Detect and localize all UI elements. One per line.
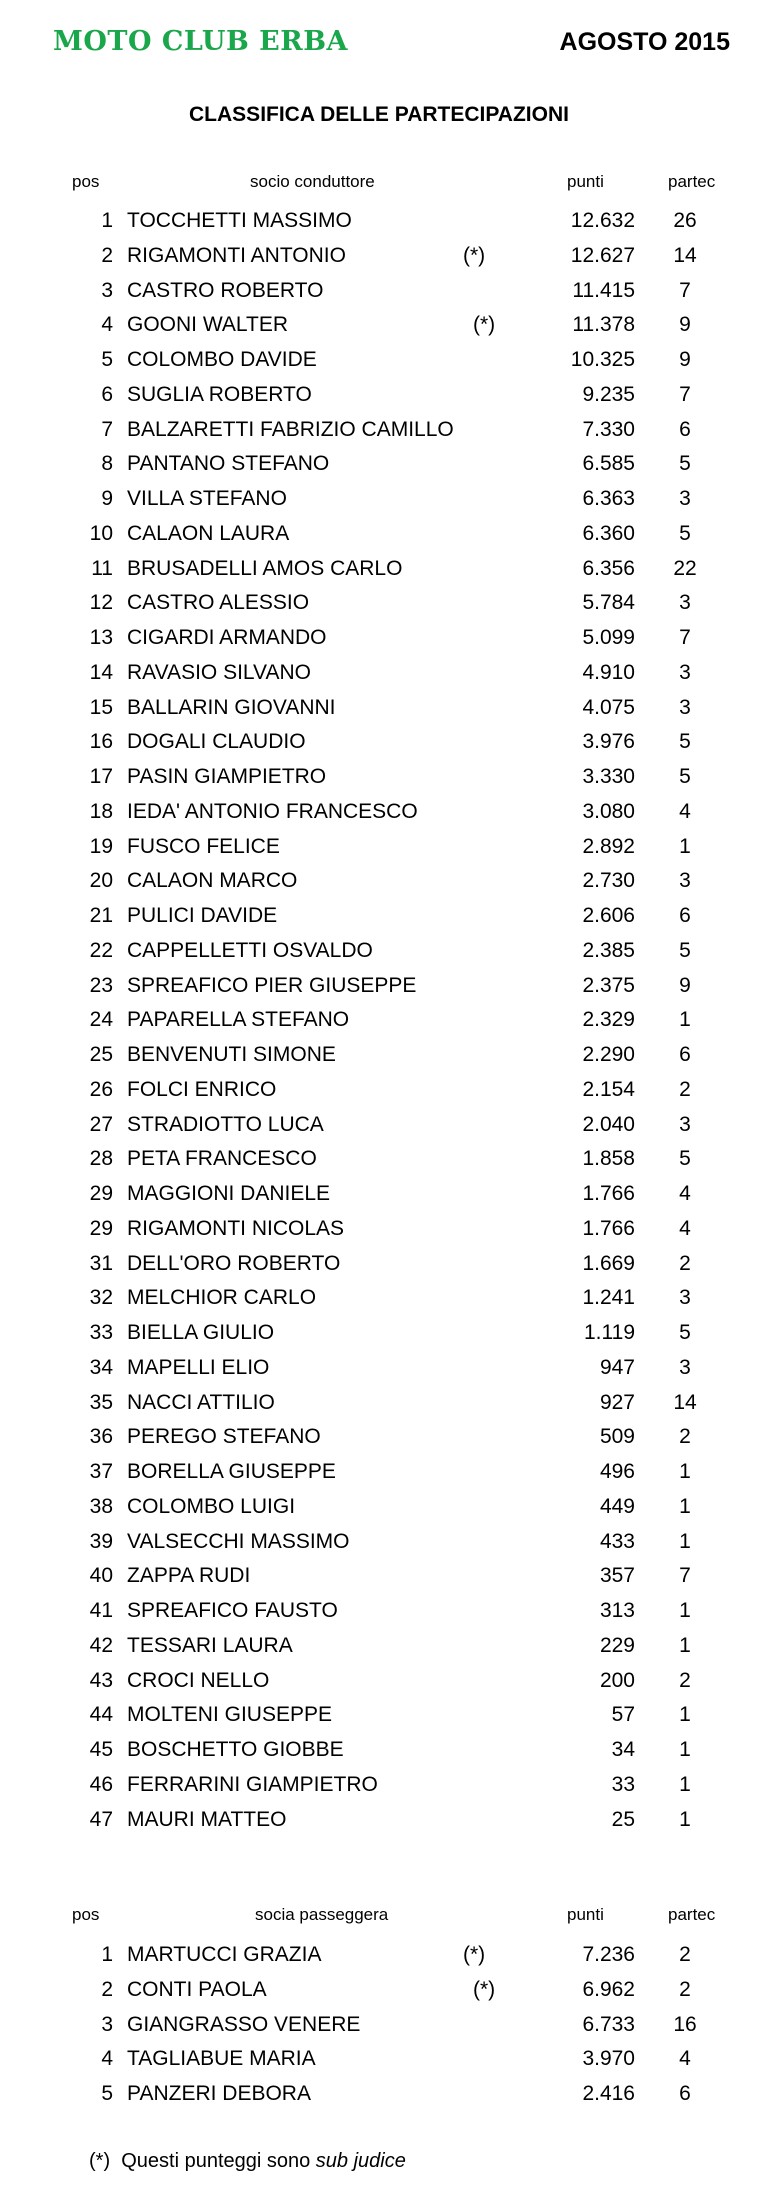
table-row (0, 1490, 758, 1525)
row-pos: 39 (89, 1529, 113, 1553)
row-pos: 32 (89, 1286, 113, 1310)
table-row (0, 1281, 758, 1316)
row-name: MAGGIONI DANIELE (127, 1182, 331, 1205)
row-count: 1 (679, 1703, 691, 1727)
row-name: COLOMBO DAVIDE (127, 348, 317, 371)
table-row (0, 864, 758, 899)
row-pos: 1 (101, 209, 113, 232)
table-row (0, 1629, 758, 1664)
row-count: 1 (679, 834, 691, 858)
row-name: FUSCO FELICE (127, 834, 280, 858)
table-row (0, 1108, 758, 1143)
table-row (0, 1768, 758, 1803)
row-pos: 29 (89, 1216, 113, 1240)
row-points: 4.910 (582, 660, 635, 684)
row-count: 1 (679, 1633, 691, 1657)
row-pos: 27 (89, 1112, 113, 1136)
row-count: 6 (679, 1043, 691, 1066)
table-row (0, 1733, 758, 1768)
row-pos: 41 (89, 1599, 113, 1622)
row-points: 57 (611, 1703, 635, 1727)
page-subtitle: CLASSIFICA DELLE PARTECIPAZIONI (189, 103, 569, 126)
row-points: 2.290 (582, 1043, 635, 1066)
row-name: PULICI DAVIDE (127, 904, 278, 927)
table-row (0, 1073, 758, 1108)
row-pos: 4 (101, 2047, 113, 2071)
row-points: 6.360 (582, 521, 635, 545)
row-points: 12.627 (570, 243, 635, 267)
row-count: 26 (673, 209, 697, 232)
header-title: MOTO CLUB ERBA (53, 26, 348, 57)
row-points: 1.119 (584, 1321, 635, 1344)
table-row (0, 1973, 758, 2008)
row-name: BENVENUTI SIMONE (127, 1043, 336, 1066)
row-pos: 44 (89, 1703, 113, 1727)
passengers-table (0, 1938, 758, 2112)
row-pos: 35 (89, 1390, 113, 1414)
row-points: 2.375 (582, 973, 635, 997)
row-count: 7 (679, 382, 691, 406)
row-points: 12.632 (570, 209, 635, 232)
table-row (0, 1698, 758, 1733)
row-points: 3.080 (582, 799, 635, 823)
row-points: 357 (599, 1564, 635, 1588)
row-name: BRUSADELLI AMOS CARLO (127, 556, 403, 580)
row-name: CASTRO ROBERTO (127, 278, 324, 302)
row-name: BALLARIN GIOVANNI (127, 695, 336, 719)
table-row (0, 760, 758, 795)
row-points: 200 (599, 1668, 635, 1692)
row-name: MELCHIOR CARLO (127, 1286, 317, 1310)
row-pos: 43 (89, 1668, 113, 1692)
row-points: 6.363 (582, 487, 635, 510)
row-points: 2.606 (582, 904, 635, 927)
row-pos: 13 (89, 626, 113, 649)
row-name: BIELLA GIULIO (127, 1321, 275, 1344)
row-pos: 26 (89, 1077, 113, 1101)
table-row (0, 1664, 758, 1699)
row-pos: 17 (89, 765, 113, 788)
row-name: PANTANO STEFANO (127, 452, 330, 476)
row-count: 4 (679, 799, 691, 823)
row-points: 927 (599, 1390, 635, 1414)
row-name: RIGAMONTI ANTONIO (127, 243, 346, 267)
row-count: 9 (679, 973, 691, 997)
row-name: PAPARELLA STEFANO (127, 1008, 350, 1032)
row-count: 7 (679, 626, 691, 649)
row-count: 1 (679, 1494, 691, 1518)
row-count: 2 (679, 1943, 691, 1966)
row-name: DELL'ORO ROBERTO (127, 1251, 341, 1275)
row-points: 10.325 (570, 348, 635, 371)
row-name: GIANGRASSO VENERE (127, 2012, 361, 2036)
drivers-header-count: partec (668, 172, 716, 191)
passengers-header-count: partec (668, 1905, 716, 1924)
row-count: 1 (679, 1738, 691, 1761)
row-note: (*) (473, 313, 496, 337)
row-count: 14 (673, 243, 697, 267)
row-pos: 25 (89, 1043, 113, 1066)
row-count: 9 (679, 313, 691, 337)
row-name: VILLA STEFANO (127, 487, 287, 510)
row-pos: 6 (101, 382, 113, 406)
table-row (0, 2077, 758, 2112)
drivers-header-name: socio conduttore (250, 172, 375, 191)
row-count: 1 (679, 1599, 691, 1622)
row-pos: 15 (89, 695, 113, 719)
table-row (0, 1559, 758, 1594)
row-name: SPREAFICO PIER GIUSEPPE (127, 973, 417, 997)
table-row (0, 1420, 758, 1455)
row-count: 3 (679, 1286, 691, 1310)
table-row (0, 1142, 758, 1177)
row-pos: 3 (101, 278, 113, 302)
table-row (0, 343, 758, 378)
row-points: 313 (599, 1599, 635, 1622)
row-pos: 28 (89, 1147, 113, 1171)
row-name: RIGAMONTI NICOLAS (127, 1216, 345, 1240)
row-pos: 12 (89, 591, 113, 615)
row-points: 2.416 (582, 2082, 635, 2105)
row-points: 1.858 (582, 1147, 635, 1171)
row-name: TAGLIABUE MARIA (127, 2047, 316, 2071)
row-name: CALAON LAURA (127, 521, 290, 545)
row-pos: 46 (89, 1772, 113, 1796)
row-note: (*) (463, 1943, 486, 1966)
row-name: MAURI MATTEO (127, 1807, 287, 1831)
row-name: COLOMBO LUIGI (127, 1494, 296, 1518)
table-row (0, 830, 758, 865)
row-name: CAPPELLETTI OSVALDO (127, 938, 373, 962)
row-name: VALSECCHI MASSIMO (127, 1529, 350, 1553)
table-row (0, 1525, 758, 1560)
table-row (0, 1803, 758, 1838)
row-count: 5 (679, 938, 691, 962)
row-pos: 36 (89, 1425, 113, 1449)
row-pos: 14 (89, 660, 113, 684)
row-count: 6 (679, 417, 691, 441)
row-count: 3 (679, 869, 691, 893)
row-points: 2.730 (582, 869, 635, 893)
row-pos: 23 (89, 973, 113, 997)
table-row (0, 1455, 758, 1490)
row-name: STRADIOTTO LUCA (127, 1112, 324, 1136)
row-name: TESSARI LAURA (127, 1633, 293, 1657)
row-count: 4 (679, 1216, 691, 1240)
row-points: 3.976 (582, 730, 635, 754)
passengers-header-points: punti (567, 1905, 604, 1924)
row-count: 5 (679, 1147, 691, 1171)
row-count: 2 (679, 1668, 691, 1692)
table-row (0, 795, 758, 830)
row-pos: 11 (91, 556, 113, 580)
row-pos: 37 (89, 1460, 113, 1483)
row-count: 2 (679, 1977, 691, 2001)
row-points: 449 (599, 1494, 635, 1518)
row-pos: 24 (89, 1008, 113, 1032)
row-pos: 33 (89, 1321, 113, 1344)
row-name: IEDA' ANTONIO FRANCESCO (127, 799, 418, 823)
row-pos: 38 (89, 1494, 113, 1518)
row-count: 3 (679, 487, 691, 510)
row-points: 6.962 (582, 1977, 635, 2001)
drivers-header-points: punti (567, 172, 604, 191)
row-pos: 10 (89, 521, 113, 545)
row-pos: 40 (89, 1564, 113, 1588)
row-pos: 4 (101, 313, 113, 337)
row-pos: 20 (89, 869, 113, 893)
row-count: 2 (679, 1425, 691, 1449)
row-pos: 1 (101, 1943, 113, 1966)
row-name: CONTI PAOLA (127, 1977, 267, 2001)
row-pos: 2 (101, 1977, 113, 2001)
table-row (0, 1038, 758, 1073)
table-row (0, 2008, 758, 2043)
row-count: 2 (679, 1251, 691, 1275)
table-row (0, 1938, 758, 1973)
row-count: 4 (679, 1182, 691, 1205)
row-points: 4.075 (582, 695, 635, 719)
table-row (0, 552, 758, 587)
table-row (0, 1594, 758, 1629)
row-points: 1.766 (582, 1216, 635, 1240)
table-row (0, 899, 758, 934)
table-row (0, 1003, 758, 1038)
row-name: ZAPPA RUDI (127, 1564, 251, 1588)
row-name: PANZERI DEBORA (127, 2082, 311, 2105)
row-points: 2.892 (582, 834, 635, 858)
table-row (0, 308, 758, 343)
drivers-table (0, 204, 758, 1837)
row-points: 3.970 (582, 2047, 635, 2071)
row-name: MOLTENI GIUSEPPE (127, 1703, 332, 1727)
row-points: 229 (599, 1633, 635, 1657)
passengers-header-pos: pos (72, 1905, 100, 1924)
row-pos: 7 (101, 417, 113, 441)
header-date: AGOSTO 2015 (559, 28, 730, 56)
row-count: 5 (679, 521, 691, 545)
row-count: 14 (673, 1390, 697, 1414)
table-row (0, 621, 758, 656)
table-row (0, 239, 758, 274)
table-row (0, 1212, 758, 1247)
row-name: CASTRO ALESSIO (127, 591, 310, 615)
row-pos: 31 (89, 1251, 113, 1275)
row-count: 5 (679, 452, 691, 476)
row-points: 3.330 (582, 765, 635, 788)
row-count: 16 (673, 2012, 697, 2036)
row-note: (*) (473, 1977, 496, 2001)
table-row (0, 586, 758, 621)
row-name: GOONI WALTER (127, 313, 289, 337)
row-count: 3 (679, 591, 691, 615)
row-count: 5 (679, 1321, 691, 1344)
table-row (0, 2042, 758, 2077)
row-pos: 2 (101, 243, 113, 267)
row-points: 1.669 (582, 1251, 635, 1275)
row-name: BOSCHETTO GIOBBE (127, 1738, 344, 1761)
row-pos: 5 (101, 2082, 113, 2105)
row-pos: 9 (101, 487, 113, 510)
row-count: 22 (673, 556, 697, 580)
table-row (0, 934, 758, 969)
row-points: 947 (599, 1355, 635, 1379)
table-row (0, 378, 758, 413)
row-count: 6 (679, 904, 691, 927)
row-name: PETA FRANCESCO (127, 1147, 317, 1171)
row-points: 9.235 (582, 382, 635, 406)
row-points: 2.329 (582, 1008, 635, 1032)
row-name: TOCCHETTI MASSIMO (127, 209, 352, 232)
row-pos: 19 (89, 834, 113, 858)
row-points: 11.378 (572, 313, 635, 337)
row-name: MARTUCCI GRAZIA (127, 1943, 322, 1966)
row-pos: 18 (89, 799, 113, 823)
table-row (0, 413, 758, 448)
footnote-emphasis: sub judice (315, 2150, 406, 2172)
row-count: 3 (679, 1112, 691, 1136)
row-points: 2.154 (582, 1077, 635, 1101)
table-row (0, 656, 758, 691)
row-points: 2.040 (582, 1112, 635, 1136)
row-count: 4 (679, 2047, 691, 2071)
row-count: 1 (679, 1460, 691, 1483)
row-count: 5 (679, 765, 691, 788)
table-row (0, 1177, 758, 1212)
table-row (0, 1386, 758, 1421)
row-pos: 45 (89, 1738, 113, 1761)
row-points: 2.385 (582, 938, 635, 962)
row-pos: 5 (101, 348, 113, 371)
row-points: 7.236 (582, 1943, 635, 1966)
passengers-header-name: socia passeggera (255, 1905, 389, 1924)
row-count: 1 (679, 1772, 691, 1796)
table-row (0, 274, 758, 309)
table-row (0, 1316, 758, 1351)
row-count: 9 (679, 348, 691, 371)
row-name: MAPELLI ELIO (127, 1355, 270, 1379)
row-count: 2 (679, 1077, 691, 1101)
row-points: 1.241 (582, 1286, 635, 1310)
row-name: SPREAFICO FAUSTO (127, 1599, 338, 1622)
row-name: FERRARINI GIAMPIETRO (127, 1772, 378, 1796)
row-points: 6.585 (582, 452, 635, 476)
row-points: 6.733 (582, 2012, 635, 2036)
row-name: DOGALI CLAUDIO (127, 730, 306, 754)
row-name: RAVASIO SILVANO (127, 660, 311, 684)
row-points: 33 (611, 1772, 635, 1796)
row-count: 3 (679, 660, 691, 684)
row-note: (*) (463, 243, 486, 267)
row-name: NACCI ATTILIO (127, 1390, 275, 1414)
table-row (0, 691, 758, 726)
row-pos: 22 (89, 938, 113, 962)
row-count: 7 (679, 1564, 691, 1588)
row-points: 5.099 (582, 626, 635, 649)
row-name: BORELLA GIUSEPPE (127, 1460, 336, 1483)
row-points: 6.356 (582, 556, 635, 580)
row-count: 1 (679, 1008, 691, 1032)
row-name: BALZARETTI FABRIZIO CAMILLO (127, 417, 454, 441)
row-count: 5 (679, 730, 691, 754)
row-pos: 8 (101, 452, 113, 476)
row-name: PASIN GIAMPIETRO (127, 765, 327, 788)
row-name: CIGARDI ARMANDO (127, 626, 327, 649)
row-count: 3 (679, 695, 691, 719)
drivers-header-pos: pos (72, 172, 100, 191)
row-name: SUGLIA ROBERTO (127, 382, 312, 406)
row-points: 11.415 (572, 278, 635, 302)
row-points: 509 (599, 1425, 635, 1449)
row-count: 1 (679, 1529, 691, 1553)
row-pos: 42 (89, 1633, 113, 1657)
row-points: 5.784 (582, 591, 635, 615)
table-row (0, 482, 758, 517)
table-row (0, 1247, 758, 1282)
row-count: 3 (679, 1355, 691, 1379)
footnote-text: (*) Questi punteggi sono (89, 2150, 316, 2172)
row-pos: 47 (89, 1807, 113, 1831)
row-points: 25 (611, 1807, 635, 1831)
row-pos: 29 (89, 1182, 113, 1205)
table-row (0, 1351, 758, 1386)
row-pos: 16 (89, 730, 113, 754)
table-row (0, 725, 758, 760)
row-pos: 34 (89, 1355, 113, 1379)
row-name: CROCI NELLO (127, 1668, 270, 1692)
row-pos: 3 (101, 2012, 113, 2036)
row-name: PEREGO STEFANO (127, 1425, 321, 1449)
row-name: FOLCI ENRICO (127, 1077, 277, 1101)
table-row (0, 204, 758, 239)
row-points: 7.330 (582, 417, 635, 441)
row-count: 7 (679, 278, 691, 302)
table-row (0, 517, 758, 552)
row-pos: 21 (89, 904, 113, 927)
row-count: 6 (679, 2082, 691, 2105)
footnote (89, 2150, 406, 2173)
table-row (0, 969, 758, 1004)
row-points: 34 (611, 1738, 635, 1761)
row-points: 1.766 (582, 1182, 635, 1205)
row-name: CALAON MARCO (127, 869, 298, 893)
table-row (0, 447, 758, 482)
row-points: 496 (599, 1460, 635, 1483)
row-count: 1 (679, 1807, 691, 1831)
row-points: 433 (599, 1529, 635, 1553)
